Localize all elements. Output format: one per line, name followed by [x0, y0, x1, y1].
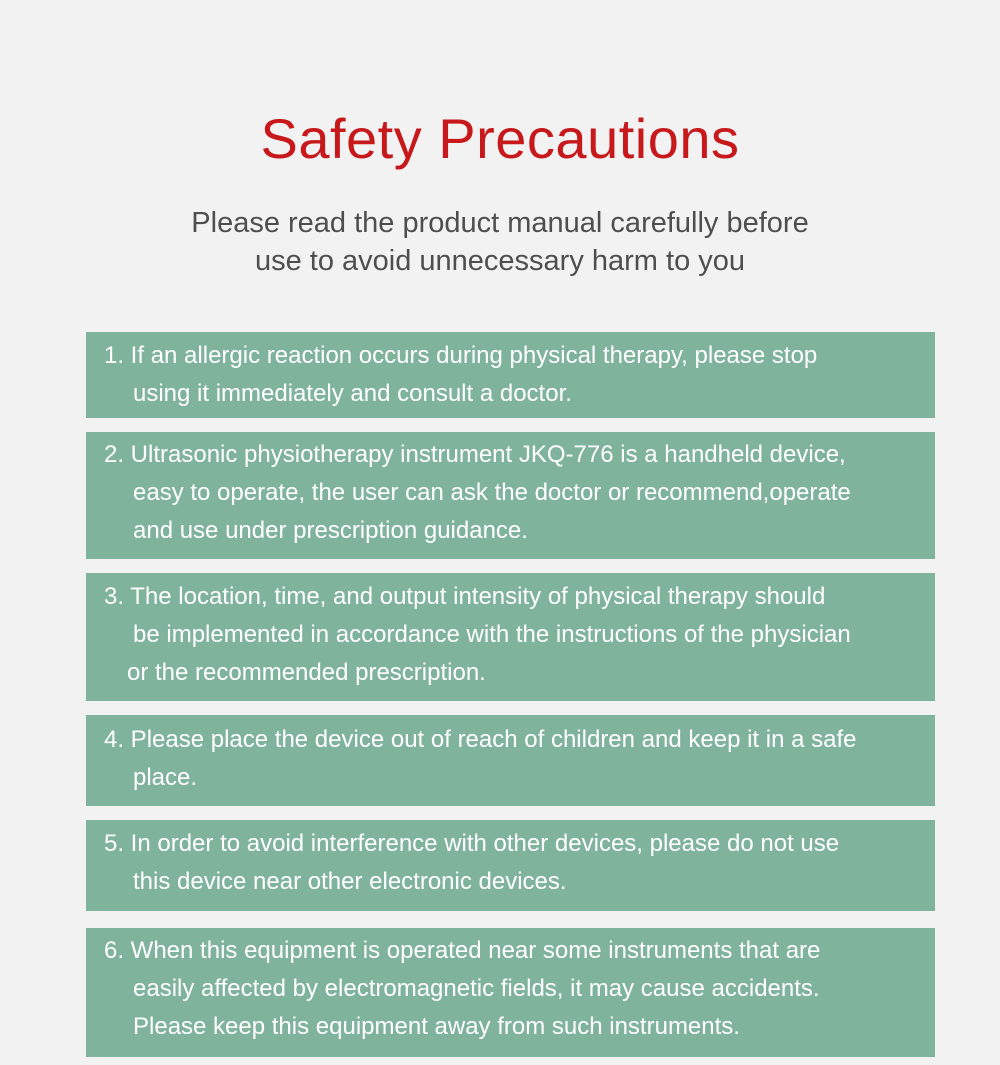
precaution-text: 4. Please place the device out of reach of children and keep it in a safe	[104, 726, 857, 753]
precaution-text: 1. If an allergic reaction occurs during physical therapy, please stop	[104, 342, 818, 369]
precaution-text: and use under prescription guidance.	[133, 517, 528, 544]
precaution-item-4	[86, 715, 935, 806]
page-title: Safety Precautions	[260, 107, 740, 170]
precaution-text: 3. The location, time, and output intensity of physical therapy should	[104, 583, 826, 610]
subtitle-line: use to avoid unnecessary harm to you	[254, 245, 746, 277]
precaution-text: easy to operate, the user can ask the doctor or recommend,operate	[133, 479, 851, 506]
precaution-text: 5. In order to avoid interference with other devices, please do not use	[104, 830, 840, 857]
precaution-item-2	[86, 432, 935, 559]
precaution-text: or the recommended prescription.	[127, 659, 486, 686]
precaution-text: 2. Ultrasonic physiotherapy instrument JKQ-776 is a handheld device,	[104, 441, 846, 468]
precaution-text: be implemented in accordance with the instructions of the physician	[133, 621, 851, 648]
precaution-item-1	[86, 332, 935, 418]
precaution-text: easily affected by electromagnetic fields, it may cause accidents.	[133, 975, 820, 1002]
precaution-item-5	[86, 820, 935, 911]
subtitle-line: Please read the product manual carefully before	[191, 207, 809, 239]
precaution-item-3	[86, 573, 935, 701]
precaution-item-6	[86, 928, 935, 1057]
precaution-text: Please keep this equipment away from such instruments.	[133, 1013, 740, 1040]
precaution-text: this device near other electronic devices.	[133, 868, 567, 895]
precaution-text: using it immediately and consult a doctor.	[133, 380, 572, 407]
precaution-text: 6. When this equipment is operated near some instruments that are	[104, 937, 821, 964]
precaution-text: place.	[133, 764, 198, 791]
subtitle	[0, 204, 1000, 280]
